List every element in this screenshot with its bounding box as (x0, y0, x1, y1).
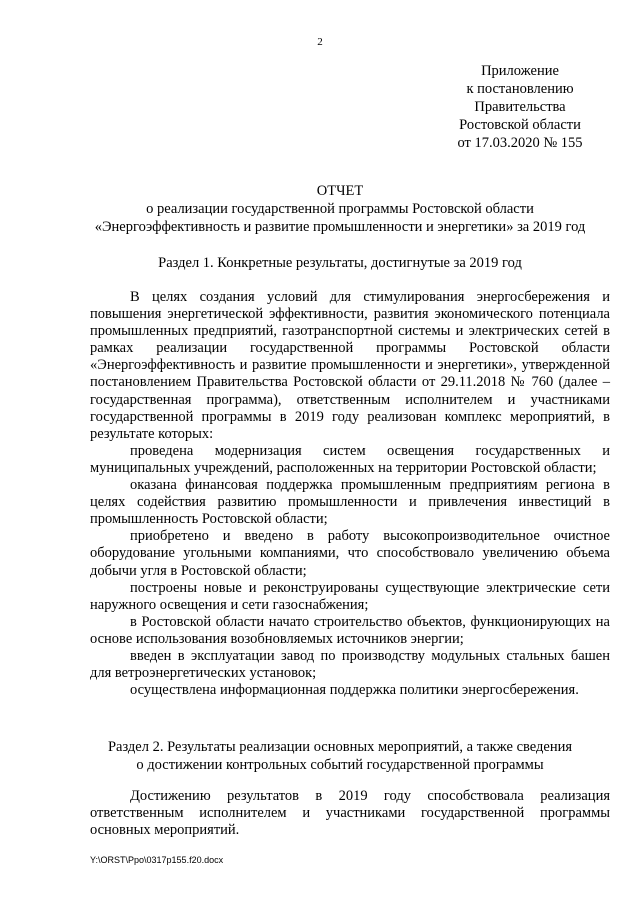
section-1-heading-text: Раздел 1. Конкретные результаты, достигнутые за 2019 год (158, 255, 522, 271)
paragraph: В целях создания условий для стимулирования энергосбережения и повышения энергетической эффективности, развития экономического потенциала промышленных предприятий, газотранспортной системы и электрических сетей в рамках реализации государственной программы Ростовской области «Энергоэффективность и развитие промышленности и энергетики», утвержденной постановлением Правительства Ростовской области от 29.11.2018 № 760 (далее – государственная программа), ответственным исполнителем и участниками государственной программы в 2019 году реализован комплекс мероприятий, в результате которых: (90, 289, 610, 442)
report-subtitle-line-1: о реализации государственной программы Ростовской области (146, 201, 534, 217)
approval-block (440, 62, 600, 152)
footer-file-path: Y:\ORST\Ppo\0317p155.f20.docx (90, 855, 224, 865)
list-item: построены новые и реконструированы существующие электрические сети наружного освещения и сети газоснабжения; (90, 579, 610, 613)
page-number: 2 (317, 36, 323, 48)
approval-line: от 17.03.2020 № 155 (457, 135, 583, 151)
list-item: введен в эксплуатации завод по производству модульных стальных башен для ветроэнергетических установок; (90, 647, 610, 682)
section-2-heading-line-2: о достижении контрольных событий государственной программы (136, 757, 544, 773)
report-title-block (70, 182, 610, 236)
list-item: в Ростовской области начато строительство объектов, функционирующих на основе использования возобновляемых источников энергии; (90, 613, 610, 647)
section-1-body (90, 289, 610, 699)
section-2-heading-line-1: Раздел 2. Результаты реализации основных мероприятий, а также сведения (107, 739, 573, 755)
report-title: ОТЧЕТ (316, 183, 364, 199)
report-subtitle-line-2: «Энергоэффективность и развитие промышленности и энергетики» за 2019 год (94, 219, 586, 235)
paragraph: Достижению результатов в 2019 году способствовала реализация ответственным исполнителем и участниками государственной программы основных мероприятий. (90, 788, 610, 839)
section-2-heading (70, 738, 610, 774)
section-2-body (90, 788, 610, 839)
list-item: проведена модернизация систем освещения государственных и муниципальных учреждений, расположенных на территории Ростовской области; (90, 442, 610, 476)
list-item: приобретено и введено в работу высокопроизводительное очистное оборудование угольными компаниями, что способствовало увеличению объема добычи угля в Ростовской области; (90, 528, 610, 579)
approval-line: Приложение (481, 63, 559, 79)
list-item: оказана финансовая поддержка промышленным предприятиям региона в целях содействия развитию промышленности и привлечения инвестиций в промышленность Ростовской области; (90, 477, 610, 528)
approval-line: к постановлению (466, 81, 574, 97)
list-item: осуществлена информационная поддержка политики энергосбережения. (130, 682, 579, 699)
approval-line: Ростовской области (459, 117, 581, 133)
section-1-heading (70, 254, 610, 272)
approval-line: Правительства (474, 99, 566, 115)
